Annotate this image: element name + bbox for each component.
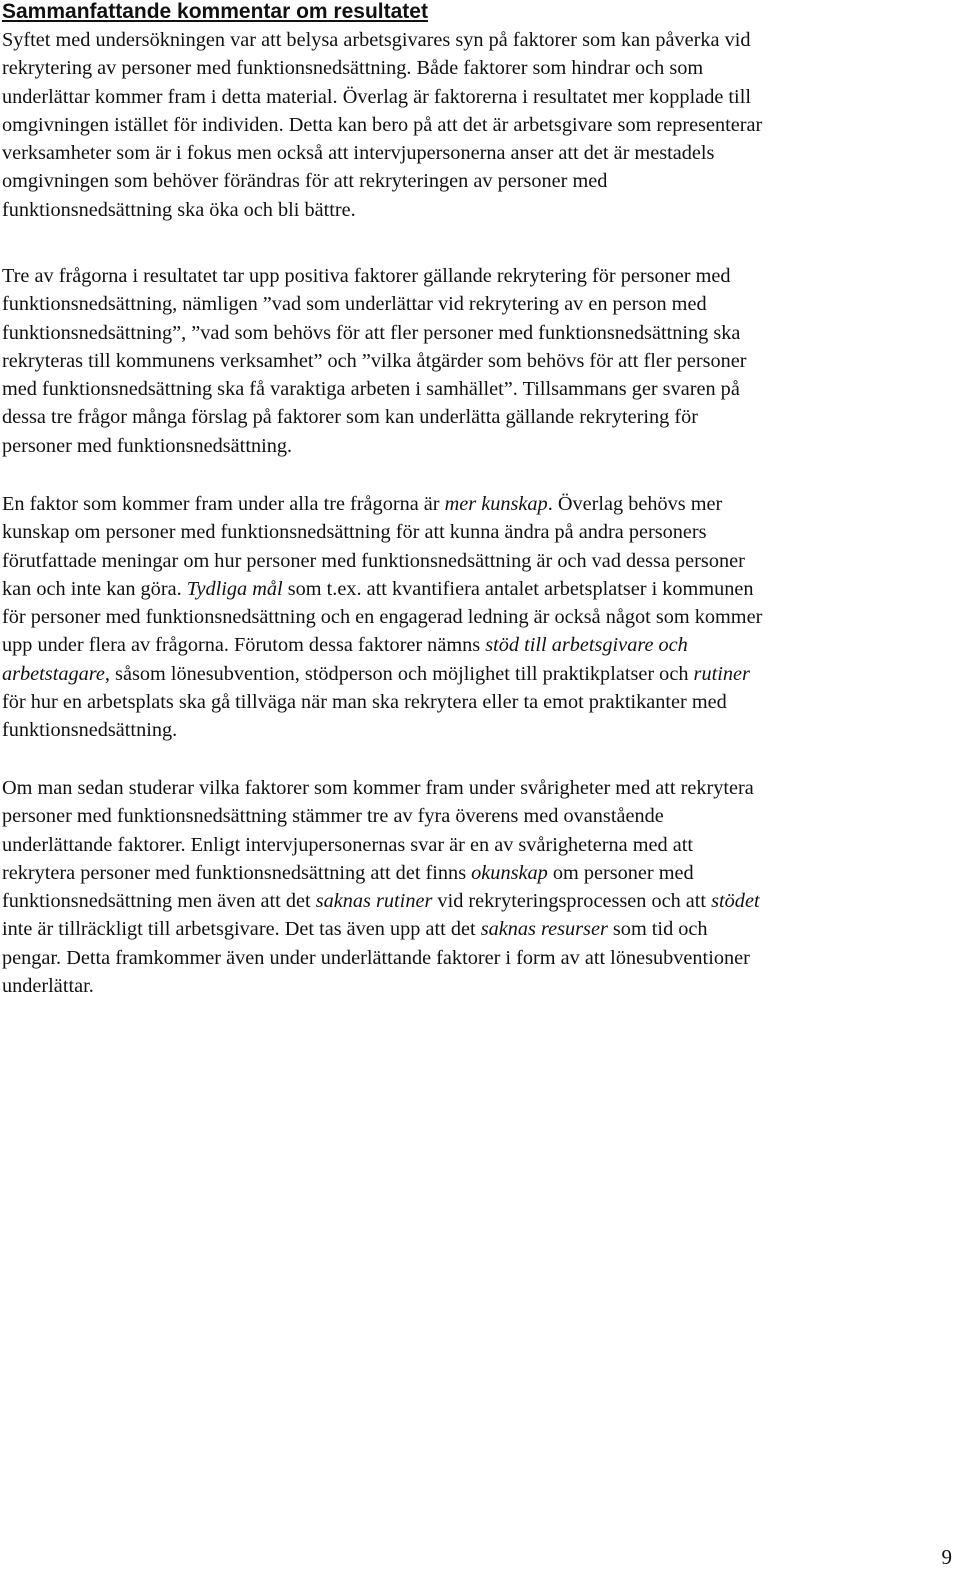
text-line bbox=[2, 111, 947, 139]
text-line bbox=[2, 887, 947, 915]
text-line bbox=[2, 547, 947, 575]
text-run: för hur en arbetsplats ska gå tillväga när man ska rekrytera eller ta emot praktikanter med bbox=[2, 691, 727, 714]
text-line bbox=[2, 490, 947, 518]
text-run: förutfattade meningar om hur personer med funktionsnedsättning är och vad dessa personer bbox=[2, 549, 745, 572]
text-line bbox=[2, 83, 947, 111]
text-run: funktionsnedsättning, nämligen ”vad som underlättar vid rekrytering av en person med bbox=[2, 293, 707, 316]
text-run: för personer med funktionsnedsättning och en engagerad ledning är också något som kommer bbox=[2, 606, 763, 629]
page-number: 9 bbox=[941, 1545, 952, 1569]
text-run: funktionsnedsättning. bbox=[2, 719, 178, 742]
paragraph-3 bbox=[2, 490, 947, 745]
text-line bbox=[2, 774, 947, 802]
text-line bbox=[2, 290, 947, 318]
emphasized-text: rutiner bbox=[693, 662, 750, 685]
text-line bbox=[2, 575, 947, 603]
text-line bbox=[2, 54, 947, 82]
text-line bbox=[2, 375, 947, 403]
emphasized-text: saknas resurser bbox=[480, 918, 608, 941]
paragraph-1 bbox=[2, 26, 947, 224]
text-run: funktionsnedsättning”, ”vad som behövs för att fler personer med funktionsnedsättning ska bbox=[2, 321, 741, 344]
text-line bbox=[2, 262, 947, 290]
text-run: omgivningen istället för individen. Detta kan bero på att det är arbetsgivare som representerar bbox=[2, 113, 763, 136]
text-line bbox=[2, 403, 947, 431]
text-line bbox=[2, 139, 947, 167]
text-line bbox=[2, 432, 947, 460]
text-run: rekrytering av personer med funktionsnedsättning. Både faktorer som hindrar och som bbox=[2, 57, 704, 80]
text-line bbox=[2, 660, 947, 688]
emphasized-text: mer kunskap bbox=[444, 493, 548, 515]
text-run: Tre av frågorna i resultatet tar upp positiva faktorer gällande rekrytering för personer med bbox=[2, 265, 731, 287]
text-line bbox=[2, 196, 947, 224]
text-run: Om man sedan studerar vilka faktorer som kommer fram under svårigheter med att rekrytera bbox=[2, 777, 754, 799]
text-run: vid rekryteringsprocessen och att bbox=[432, 890, 712, 913]
text-line bbox=[2, 716, 947, 744]
text-run: dessa tre frågor många förslag på faktorer som kan underlätta gällande rekrytering för bbox=[2, 406, 699, 429]
text-run: personer med funktionsnedsättning stämmer tre av fyra överens med ovanstående bbox=[2, 805, 664, 828]
emphasized-text: Tydliga mål bbox=[186, 577, 283, 600]
text-line bbox=[2, 944, 947, 972]
text-run: . Överlag behövs mer bbox=[547, 493, 723, 515]
text-run: Syftet med undersökningen var att belysa arbetsgivares syn på faktorer som kan påverka vid bbox=[2, 29, 751, 51]
text-line bbox=[2, 518, 947, 546]
text-run: verksamheter som är i fokus men också att intervjupersonerna anser att det är mestadels bbox=[2, 142, 715, 165]
text-line bbox=[2, 831, 947, 859]
emphasized-text: stödet bbox=[711, 890, 760, 913]
text-line bbox=[2, 915, 947, 943]
paragraph-2 bbox=[2, 262, 947, 460]
text-line bbox=[2, 603, 947, 631]
paragraph-4 bbox=[2, 774, 947, 1000]
text-run: rekryteras till kommunens verksamhet” och ”vilka åtgärder som behövs för att fler personer bbox=[2, 349, 747, 372]
emphasized-text: stöd till arbetsgivare och bbox=[485, 634, 688, 657]
text-line bbox=[2, 26, 947, 54]
text-run: , såsom lönesubvention, stödperson och möjlighet till praktikplatser och bbox=[104, 662, 694, 685]
text-run: En faktor som kommer fram under alla tre frågorna är bbox=[2, 493, 445, 515]
text-run: underlättar. bbox=[2, 975, 94, 998]
text-line bbox=[2, 347, 947, 375]
text-run: om personer med bbox=[547, 861, 694, 884]
text-line bbox=[2, 972, 947, 1000]
text-run: funktionsnedsättning ska öka och bli bättre. bbox=[2, 198, 356, 221]
text-line bbox=[2, 859, 947, 887]
text-line bbox=[2, 319, 947, 347]
text-run: funktionsnedsättning men även att det bbox=[2, 890, 316, 913]
text-run: kan och inte kan göra. bbox=[2, 577, 187, 600]
text-run: underlättande faktorer. Enligt intervjupersonernas svar är en av svårigheterna med att bbox=[2, 833, 693, 856]
text-run: som tid och bbox=[607, 918, 708, 941]
section-heading: Sammanfattande kommentar om resultatet bbox=[2, 0, 428, 23]
emphasized-text: okunskap bbox=[471, 861, 548, 884]
text-line bbox=[2, 688, 947, 716]
emphasized-text: saknas rutiner bbox=[315, 890, 433, 913]
text-run: inte är tillräckligt till arbetsgivare. Det tas även upp att det bbox=[2, 918, 481, 941]
text-run: kunskap om personer med funktionsnedsättning för att kunna ändra på andra personers bbox=[2, 521, 707, 544]
text-line bbox=[2, 802, 947, 830]
text-run: pengar. Detta framkommer även under underlättande faktorer i form av att lönesubventioner bbox=[2, 946, 750, 969]
text-run: upp under flera av frågorna. Förutom dessa faktorer nämns bbox=[2, 634, 486, 657]
text-run: som t.ex. att kvantifiera antalet arbetsplatser i kommunen bbox=[282, 577, 754, 600]
text-run: omgivningen som behöver förändras för att rekryteringen av personer med bbox=[2, 170, 608, 193]
text-run: med funktionsnedsättning ska få varaktiga arbeten i samhället”. Tillsammans ger svaren på bbox=[2, 378, 740, 401]
text-run: personer med funktionsnedsättning. bbox=[2, 434, 293, 457]
emphasized-text: arbetstagare bbox=[2, 662, 105, 685]
text-line bbox=[2, 631, 947, 659]
text-line bbox=[2, 167, 947, 195]
text-run: underlättar kommer fram i detta material. Överlag är faktorerna i resultatet mer kopplade till bbox=[2, 85, 751, 108]
text-run: rekrytera personer med funktionsnedsättning att det finns bbox=[2, 861, 472, 884]
